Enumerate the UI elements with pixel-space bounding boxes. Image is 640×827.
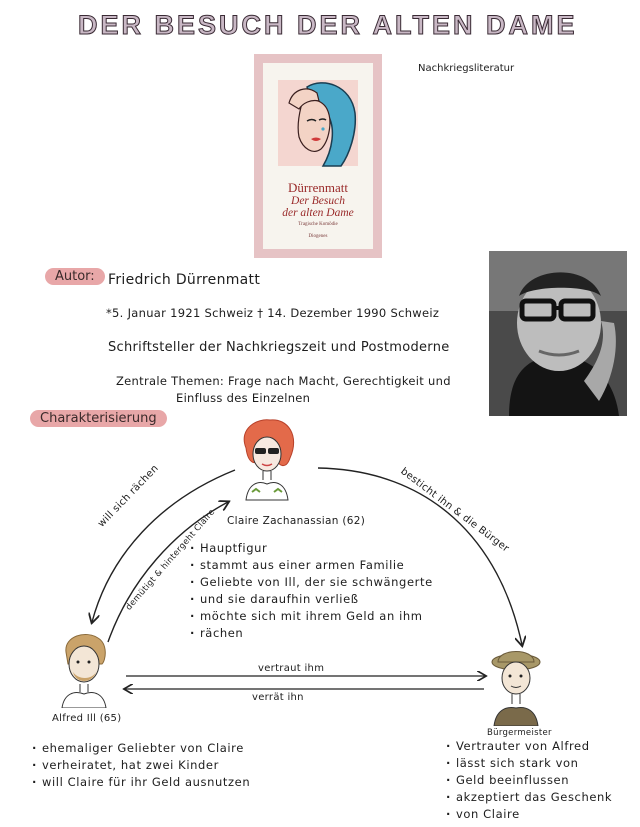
buergermeister-traits <box>446 738 612 823</box>
claire-name: Claire Zachanassian (62) <box>227 515 366 527</box>
claire-trait: · und sie daraufhin verließ <box>190 591 433 608</box>
relation-alfred-to-buergermeister: vertraut ihm <box>258 663 325 674</box>
claire-trait: · möchte sich mit ihrem Geld an ihm <box>190 608 433 625</box>
alfred-trait: · will Claire für ihr Geld ausnutzen <box>32 774 250 791</box>
buergermeister-trait: · lässt sich stark von <box>446 755 612 772</box>
claire-trait: · stammt aus einer armen Familie <box>190 557 433 574</box>
autor-themes-line1: Zentrale Themen: Frage nach Macht, Gerechtigkeit und <box>116 374 451 388</box>
claire-trait: · Hauptfigur <box>190 540 433 557</box>
alfred-name: Alfred Ill (65) <box>52 713 122 724</box>
page-title: DER BESUCH DER ALTEN DAME <box>78 10 578 40</box>
buergermeister-name: Bürgermeister <box>487 728 552 738</box>
book-publisher: Diogenes <box>308 234 328 239</box>
alfred-portrait <box>56 630 112 708</box>
alfred-traits <box>32 740 250 791</box>
claire-trait: · rächen <box>190 625 433 642</box>
book-title-line1: Der Besuch <box>291 195 345 207</box>
book-author: Dürrenmatt <box>288 180 348 195</box>
buergermeister-trait: · Vertrauter von Alfred <box>446 738 612 755</box>
autor-role: Schriftsteller der Nachkriegszeit und Postmoderne <box>108 340 450 355</box>
buergermeister-portrait <box>488 646 544 726</box>
book-title-line2: der alten Dame <box>282 207 354 219</box>
book-subtitle: Tragische Komödie <box>298 222 338 227</box>
relation-claire-to-buergermeister: besticht ihn & die Bürger <box>398 466 511 555</box>
alfred-trait: · ehemaliger Geliebter von Claire <box>32 740 250 757</box>
buergermeister-trait: · Geld beeinflussen <box>446 772 612 789</box>
charakterisierung-tag: Charakterisierung <box>30 410 167 427</box>
relation-buergermeister-to-alfred: verrät ihn <box>252 692 304 703</box>
claire-trait: · Geliebte von Ill, der sie schwängerte <box>190 574 433 591</box>
alfred-trait: · verheiratet, hat zwei Kinder <box>32 757 250 774</box>
autor-dates: *5. Januar 1921 Schweiz † 14. Dezember 1990 Schweiz <box>106 306 440 320</box>
relation-alfred-to-claire: demütigt & hintergeht Claire <box>124 507 218 613</box>
claire-traits <box>190 540 433 642</box>
claire-portrait <box>238 418 298 508</box>
autor-tag: Autor: <box>45 268 105 285</box>
buergermeister-trait: · von Claire <box>446 806 612 823</box>
relation-claire-to-alfred: will sich rächen <box>96 462 161 530</box>
buergermeister-trait: · akzeptiert das Geschenk <box>446 789 612 806</box>
genre-label: Nachkriegsliteratur <box>418 63 515 74</box>
autor-themes-line2: Einfluss des Einzelnen <box>176 391 311 405</box>
autor-name: Friedrich Dürrenmatt <box>108 272 261 288</box>
